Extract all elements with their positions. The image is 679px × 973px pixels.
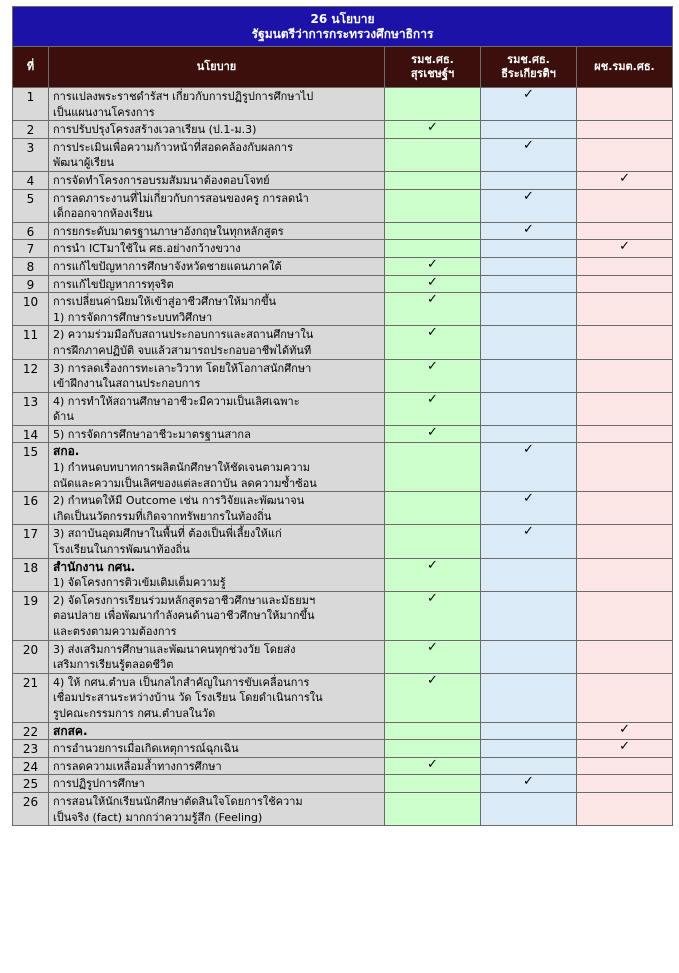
responsible-col1 xyxy=(385,275,481,293)
check-mark-icon: ✓ xyxy=(427,359,438,374)
check-mark-icon: ✓ xyxy=(523,491,534,507)
policy-text xyxy=(49,640,385,673)
responsible-col1 xyxy=(385,121,481,139)
policy-text xyxy=(49,189,385,222)
responsible-col1 xyxy=(385,591,481,640)
responsible-col1 xyxy=(385,425,481,443)
responsible-col1 xyxy=(385,257,481,275)
table-row xyxy=(13,591,673,640)
responsible-col1 xyxy=(385,171,481,189)
row-number: 18 xyxy=(13,558,49,591)
responsible-col3 xyxy=(577,792,673,825)
table-row xyxy=(13,525,673,558)
row-number: 7 xyxy=(13,240,49,258)
policy-line: การจัดทำโครงการอบรมสัมมนาต้องตอบโจทย์ xyxy=(53,173,270,187)
responsible-col1 xyxy=(385,326,481,359)
policy-text xyxy=(49,775,385,793)
policy-line: 4) การทำให้สถานศึกษาอาชีวะมีความเป็นเลิศเฉพาะ xyxy=(53,394,300,408)
responsible-col2 xyxy=(481,757,577,775)
policy-text xyxy=(49,757,385,775)
check-mark-icon: ✓ xyxy=(523,87,534,102)
policy-line: การนำ ICTมาใช้ใน ศธ.อย่างกว้างขวาง xyxy=(53,242,241,256)
check-mark-icon: ✓ xyxy=(619,239,630,255)
header-col2-line1: รมช.ศธ. xyxy=(507,53,550,66)
policy-line: และตรงตามความต้องการ xyxy=(53,625,177,639)
responsible-col1 xyxy=(385,492,481,525)
header-col3: ผช.รมต.ศธ. xyxy=(577,47,673,88)
table-row xyxy=(13,757,673,775)
responsible-col3 xyxy=(577,171,673,189)
policy-line: รูปคณะกรรมการ กศน.ตำบลในวัด xyxy=(53,707,216,720)
policy-line: เด็กออกจากห้องเรียน xyxy=(53,207,153,221)
policy-line: ถนัดและความเป็นเลิศของแต่ละสถาบัน ลดความซ้ำซ้อน xyxy=(53,476,317,490)
check-mark-icon: ✓ xyxy=(619,171,630,186)
policy-text xyxy=(49,492,385,525)
responsible-col1 xyxy=(385,222,481,240)
row-number: 9 xyxy=(13,275,49,293)
check-mark-icon: ✓ xyxy=(523,442,534,458)
policy-text xyxy=(49,722,385,740)
responsible-col2 xyxy=(481,492,577,525)
policy-text xyxy=(49,525,385,558)
header-row xyxy=(13,47,673,88)
responsible-col2 xyxy=(481,673,577,722)
row-number: 6 xyxy=(13,222,49,240)
header-policy: นโยบาย xyxy=(49,47,385,88)
policy-line: เกิดเป็นนวัตกรรมที่เกิดจากทรัพยากรในท้องถิ่น xyxy=(53,509,272,523)
table-row xyxy=(13,189,673,222)
policy-line: 2) ความร่วมมือกับสถานประกอบการและสถานศึกษาใน xyxy=(53,328,314,342)
policy-line: พัฒนาผู้เรียน xyxy=(53,156,114,170)
row-number: 4 xyxy=(13,171,49,189)
row-number: 14 xyxy=(13,425,49,443)
responsible-col3 xyxy=(577,558,673,591)
responsible-col2 xyxy=(481,326,577,359)
check-mark-icon: ✓ xyxy=(523,524,534,540)
policy-text xyxy=(49,359,385,392)
policy-text xyxy=(49,257,385,275)
check-mark-icon: ✓ xyxy=(523,222,534,237)
responsible-col3 xyxy=(577,240,673,258)
check-mark-icon: ✓ xyxy=(523,774,534,790)
responsible-col2 xyxy=(481,88,577,121)
policy-text xyxy=(49,558,385,591)
responsible-col3 xyxy=(577,326,673,359)
row-number: 3 xyxy=(13,138,49,171)
table-row xyxy=(13,443,673,492)
policy-text xyxy=(49,138,385,171)
header-col1-line1: รมช.ศธ. xyxy=(411,53,454,66)
responsible-col2 xyxy=(481,792,577,825)
responsible-col2 xyxy=(481,121,577,139)
check-mark-icon: ✓ xyxy=(427,558,438,573)
responsible-col3 xyxy=(577,189,673,222)
row-number: 5 xyxy=(13,189,49,222)
title-line-2: รัฐมนตรีว่าการกระทรวงศึกษาธิการ xyxy=(251,26,434,41)
header-col2-line2: ธีระเกียรติฯ xyxy=(501,67,556,80)
policy-line: เข้าฝึกงานในสถานประกอบการ xyxy=(53,377,201,391)
row-number: 23 xyxy=(13,740,49,758)
check-mark-icon: ✓ xyxy=(427,425,438,440)
policy-line: เสริมการเรียนรู้ตลอดชีวิต xyxy=(53,658,174,672)
policy-text xyxy=(49,293,385,326)
check-mark-icon: ✓ xyxy=(427,275,438,290)
policy-agency: สำนักงาน กศน. xyxy=(53,559,136,574)
table-row xyxy=(13,240,673,258)
policy-text xyxy=(49,326,385,359)
responsible-col2 xyxy=(481,293,577,326)
responsible-col3 xyxy=(577,757,673,775)
responsible-col1 xyxy=(385,138,481,171)
policy-line: 1) กำหนดบทบาทการผลิตนักศึกษาให้ชัดเจนตามความ xyxy=(53,461,310,475)
responsible-col3 xyxy=(577,740,673,758)
table-row xyxy=(13,392,673,425)
check-mark-icon: ✓ xyxy=(427,292,438,308)
policy-line: การแก้ไขปัญหาการทุจริต xyxy=(53,277,174,291)
check-mark-icon: ✓ xyxy=(427,673,438,688)
policy-text xyxy=(49,591,385,640)
policy-table xyxy=(12,6,673,826)
check-mark-icon: ✓ xyxy=(427,640,438,655)
row-number: 12 xyxy=(13,359,49,392)
check-mark-icon: ✓ xyxy=(619,739,630,755)
table-row xyxy=(13,425,673,443)
table-row xyxy=(13,558,673,591)
policy-line: การแปลงพระราชดำรัสฯ เกี่ยวกับการปฏิรูปการศึกษาไป xyxy=(53,90,314,103)
policy-text xyxy=(49,443,385,492)
responsible-col1 xyxy=(385,525,481,558)
responsible-col2 xyxy=(481,740,577,758)
header-col1 xyxy=(385,47,481,88)
check-mark-icon: ✓ xyxy=(523,138,534,153)
policy-line: 3) การลดเรื่องการทะเลาะวิวาท โดยให้โอกาสนักศึกษา xyxy=(53,361,312,375)
table-row xyxy=(13,492,673,525)
table-title xyxy=(13,7,673,47)
table-row xyxy=(13,275,673,293)
policy-line: เชื่อมประสานระหว่างบ้าน วัด โรงเรียน โดยดำเนินการใน xyxy=(53,691,323,705)
responsible-col3 xyxy=(577,640,673,673)
responsible-col2 xyxy=(481,240,577,258)
responsible-col1 xyxy=(385,558,481,591)
responsible-col2 xyxy=(481,525,577,558)
check-mark-icon: ✓ xyxy=(523,189,534,204)
responsible-col2 xyxy=(481,171,577,189)
policy-text xyxy=(49,88,385,121)
responsible-col2 xyxy=(481,138,577,171)
table-row xyxy=(13,740,673,758)
responsible-col2 xyxy=(481,558,577,591)
responsible-col2 xyxy=(481,257,577,275)
policy-line: 4) ให้ กศน.ตำบล เป็นกลไกสำคัญในการขับเคลื่อนการ xyxy=(53,675,310,689)
responsible-col3 xyxy=(577,443,673,492)
table-row xyxy=(13,792,673,825)
row-number: 17 xyxy=(13,525,49,558)
responsible-col2 xyxy=(481,189,577,222)
header-col1-line2: สุรเชษฐ์ฯ xyxy=(410,67,455,80)
responsible-col3 xyxy=(577,425,673,443)
policy-text xyxy=(49,673,385,722)
table-row xyxy=(13,138,673,171)
responsible-col1 xyxy=(385,775,481,793)
row-number: 11 xyxy=(13,326,49,359)
responsible-col3 xyxy=(577,591,673,640)
responsible-col1 xyxy=(385,189,481,222)
policy-text xyxy=(49,222,385,240)
check-mark-icon: ✓ xyxy=(427,325,438,341)
policy-line: การยกระดับมาตรฐานภาษาอังกฤษในทุกหลักสูตร xyxy=(53,224,284,238)
policy-line: การเปลี่ยนค่านิยมให้เข้าสู่อาชีวศึกษาให้มากขึ้น xyxy=(53,295,276,309)
responsible-col2 xyxy=(481,640,577,673)
table-row xyxy=(13,171,673,189)
policy-line: การฝึกภาคปฏิบัติ จบแล้วสามารถประกอบอาชีพได้ทันที xyxy=(53,343,312,357)
row-number: 15 xyxy=(13,443,49,492)
row-number: 13 xyxy=(13,392,49,425)
responsible-col3 xyxy=(577,138,673,171)
policy-text xyxy=(49,792,385,825)
header-col2 xyxy=(481,47,577,88)
table-row xyxy=(13,640,673,673)
title-line-1: 26 นโยบาย xyxy=(310,11,375,26)
row-number: 2 xyxy=(13,121,49,139)
table-row xyxy=(13,222,673,240)
responsible-col1 xyxy=(385,640,481,673)
table-row xyxy=(13,722,673,740)
table-row xyxy=(13,121,673,139)
policy-line: การปรับปรุงโครงสร้างเวลาเรียน (ป.1-ม.3) xyxy=(53,123,257,137)
policy-text xyxy=(49,740,385,758)
policy-text xyxy=(49,240,385,258)
responsible-col2 xyxy=(481,359,577,392)
responsible-col1 xyxy=(385,792,481,825)
responsible-col1 xyxy=(385,240,481,258)
responsible-col2 xyxy=(481,443,577,492)
table-row xyxy=(13,326,673,359)
row-number: 10 xyxy=(13,293,49,326)
table-row xyxy=(13,673,673,722)
policy-text xyxy=(49,171,385,189)
check-mark-icon: ✓ xyxy=(427,757,438,772)
header-no: ที่ xyxy=(13,47,49,88)
responsible-col3 xyxy=(577,121,673,139)
policy-line: เป็นแผนงานโครงการ xyxy=(53,105,155,119)
row-number: 20 xyxy=(13,640,49,673)
responsible-col2 xyxy=(481,591,577,640)
policy-line: 1) การจัดการศึกษาระบบทวิศึกษา xyxy=(53,310,213,324)
responsible-col1 xyxy=(385,722,481,740)
row-number: 1 xyxy=(13,88,49,121)
policy-line: การลดความเหลื่อมล้ำทางการศึกษา xyxy=(53,759,222,773)
check-mark-icon: ✓ xyxy=(427,257,438,272)
policy-line: เป็นจริง (fact) มากกว่าความรู้สึก (Feeling) xyxy=(53,810,263,824)
policy-line: การประเมินเพื่อความก้าวหน้าที่สอดคล้องกับผลการ xyxy=(53,140,293,154)
responsible-col1 xyxy=(385,740,481,758)
policy-agency: สกสค. xyxy=(53,723,88,738)
policy-line: ตอนปลาย เพื่อพัฒนากำลังคนด้านอาชีวศึกษาให้มากขึ้น xyxy=(53,609,315,623)
policy-line: 3) ส่งเสริมการศึกษาและพัฒนาคนทุกช่วงวัย โดยส่ง xyxy=(53,642,296,656)
check-mark-icon: ✓ xyxy=(427,392,438,407)
responsible-col3 xyxy=(577,392,673,425)
policy-line: การลดภาระงานที่ไม่เกี่ยวกับการสอนของครู การลดนำ xyxy=(53,191,309,205)
responsible-col3 xyxy=(577,525,673,558)
policy-text xyxy=(49,425,385,443)
responsible-col3 xyxy=(577,275,673,293)
responsible-col2 xyxy=(481,392,577,425)
row-number: 19 xyxy=(13,591,49,640)
row-number: 8 xyxy=(13,257,49,275)
table-row xyxy=(13,257,673,275)
responsible-col1 xyxy=(385,359,481,392)
responsible-col1 xyxy=(385,673,481,722)
policy-line: การปฏิรูปการศึกษา xyxy=(53,777,145,791)
responsible-col2 xyxy=(481,425,577,443)
policy-text xyxy=(49,275,385,293)
responsible-col3 xyxy=(577,88,673,121)
policy-line: ด้าน xyxy=(53,410,74,424)
check-mark-icon: ✓ xyxy=(619,722,630,737)
row-number: 16 xyxy=(13,492,49,525)
policy-text xyxy=(49,392,385,425)
table-row xyxy=(13,775,673,793)
responsible-col1 xyxy=(385,88,481,121)
responsible-col3 xyxy=(577,359,673,392)
policy-line: การสอนให้นักเรียนนักศึกษาตัดสินใจโดยการใช้ความ xyxy=(53,794,303,808)
responsible-col1 xyxy=(385,443,481,492)
responsible-col3 xyxy=(577,293,673,326)
responsible-col2 xyxy=(481,275,577,293)
row-number: 21 xyxy=(13,673,49,722)
table-row xyxy=(13,359,673,392)
policy-line: โรงเรียนในการพัฒนาท้องถิ่น xyxy=(53,543,190,557)
row-number: 24 xyxy=(13,757,49,775)
row-number: 26 xyxy=(13,792,49,825)
responsible-col2 xyxy=(481,722,577,740)
table-row xyxy=(13,293,673,326)
policy-text xyxy=(49,121,385,139)
policy-line: 2) กำหนดให้มี Outcome เช่น การวิจัยและพัฒนาจน xyxy=(53,494,305,508)
row-number: 25 xyxy=(13,775,49,793)
responsible-col3 xyxy=(577,775,673,793)
row-number: 22 xyxy=(13,722,49,740)
responsible-col1 xyxy=(385,757,481,775)
policy-line: 2) จัดโครงการเรียนร่วมหลักสูตรอาชีวศึกษาและมัธยมฯ xyxy=(53,593,316,607)
responsible-col2 xyxy=(481,222,577,240)
policy-line: 5) การจัดการศึกษาอาชีวะมาตรฐานสากล xyxy=(53,427,251,441)
policy-line: 3) สถาบันอุดมศึกษาในพื้นที่ ต้องเป็นพี่เลี้ยงให้แก่ xyxy=(53,527,282,541)
policy-line: 1) จัดโครงการติวเข้มเติมเต็มความรู้ xyxy=(53,576,226,590)
responsible-col3 xyxy=(577,222,673,240)
responsible-col3 xyxy=(577,257,673,275)
table-row xyxy=(13,88,673,121)
policy-line: การอำนวยการเมื่อเกิดเหตุการณ์ฉุกเฉิน xyxy=(53,742,239,756)
responsible-col1 xyxy=(385,392,481,425)
policy-agency: สกอ. xyxy=(53,444,80,459)
policy-line: การแก้ไขปัญหาการศึกษาจังหวัดชายแดนภาคใต้ xyxy=(53,259,282,273)
responsible-col3 xyxy=(577,492,673,525)
check-mark-icon: ✓ xyxy=(427,591,438,606)
responsible-col1 xyxy=(385,293,481,326)
responsible-col2 xyxy=(481,775,577,793)
responsible-col3 xyxy=(577,722,673,740)
table-body xyxy=(13,88,673,826)
check-mark-icon: ✓ xyxy=(427,120,438,136)
responsible-col3 xyxy=(577,673,673,722)
